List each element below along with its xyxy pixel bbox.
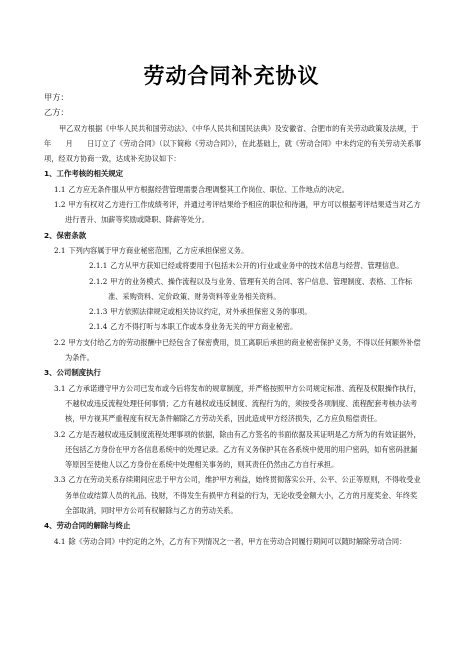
document-title: 劳动合同补充协议 — [143, 64, 320, 88]
clause-item — [44, 472, 424, 518]
clause-text: 除《劳动合同》中约定的之外，乙方有下列情况之一者，甲方在劳动合同履行期间可以随时解除劳动合同： — [68, 536, 407, 546]
party-a-line: 甲方： — [44, 92, 69, 102]
clause-text: 甲方支付给乙方的劳动报酬中已经包含了保密费用，员工离职后承担的商业秘密保护义务，不得以任何额外补偿为条件。 — [65, 337, 421, 363]
clause-number: 2.1 — [54, 245, 66, 255]
clause-text: 甲方依照法律规定或相关协议约定，对外承担保密义务的事项。 — [110, 307, 312, 317]
clause-number: 3.2 — [54, 429, 66, 439]
clause-number: 2.1.2 — [89, 276, 108, 286]
intro-paragraph: 甲乙双方根据《中华人民共和国劳动法》、《中华人民共和国民法典》及安徽省、合肥市的有关劳动政策及法规，于 年 月 日订立了《劳动合同》（以下简称《劳动合同》），在此基础上，就《劳动合同》中未约定的有关劳动关系事项，经双方协商一致，达成补充协议如下： — [44, 123, 433, 164]
clause-item — [44, 243, 424, 258]
clause-number: 2.2 — [54, 337, 66, 347]
clause-text: 甲方的业务模式、操作流程以及与业务、管理有关的合同、客户信息、管理制度、表格、工作标准、采购资料、定价政策、财务资料等业务相关资料。 — [108, 276, 413, 301]
clause-text: 乙方应无条件服从甲方根据经营管理需要合理调整其工作岗位、职位、工作地点的决定。 — [68, 184, 349, 194]
clause-item — [44, 182, 424, 197]
clause-number: 4.1 — [54, 536, 66, 546]
clause-text: 甲方有权对乙方进行工作成绩考评，并通过考评结果给予相应的职位和待遇，甲方可以根据考评结果适当对乙方进行晋升、加薪等奖励或降职、降薪等处分。 — [65, 200, 421, 225]
section-heading: 3、公司制度执行 — [44, 368, 101, 378]
clause-item — [44, 319, 424, 334]
clause-text: 乙方是否越权或违反制度流程处理事项的依据，除由有乙方签名的书面依据及其证明是乙方所为的有效证据外，还包括乙方身份在甲方各信息系统中的处理记录。乙方有义务保护其在各系统中使用的用户密码，如有密码泄漏等原因至使他人以乙方身份在系统中处理相关事务的，则其责任仍然由乙方自行承担。 — [65, 429, 421, 470]
clause-text: 乙方承诺遵守甲方公司已发布或今后将发布的规章制度，并严格按照甲方公司规定标准、流程及权限操作执行，不越权或违反流程处理任何事情；乙方有越权或违反制度、流程行为的，须按受各项制度、流程配套考核办法考核，甲方视其严重程度有权无条件解除乙方劳动关系，因此造成甲方经济损失，乙方应负赔偿责任。 — [65, 383, 421, 424]
clause-item — [44, 335, 424, 366]
clause-item — [44, 197, 424, 228]
clause-number: 2.1.1 — [89, 261, 108, 271]
clause-number: 2.1.3 — [89, 307, 108, 317]
clause-item — [44, 304, 424, 319]
sections-container — [44, 166, 424, 548]
clause-text: 乙方在劳动关系存续期间应忠于甲方公司，维护甲方利益，始终贯彻落实公开、公平、公正等原则，不得收受业务单位或结算人员的礼品、钱财，不得发生有损甲方利益的行为，无论收受金额大小，乙方的月度奖金、年终奖全部取消，同时甲方公司有权解除与乙方的劳动关系。 — [65, 475, 421, 516]
clause-item — [44, 381, 424, 427]
clause-item — [44, 427, 424, 473]
clause-number: 1.1 — [54, 184, 66, 194]
section-heading: 4、劳动合同的解除与终止 — [44, 521, 131, 531]
clause-number: 3.1 — [54, 383, 66, 393]
clause-number: 2.1.4 — [89, 322, 108, 332]
party-b-line: 乙方： — [44, 107, 69, 118]
clause-text: 乙方不得打听与本职工作或本身业务无关的甲方商业秘密。 — [110, 322, 298, 332]
section-heading: 2、保密条款 — [44, 230, 87, 240]
clause-item — [44, 258, 424, 273]
clause-number: 3.3 — [54, 475, 66, 485]
document-body — [44, 90, 433, 549]
section-heading: 1、工作考核的相关规定 — [44, 169, 124, 179]
clause-text: 下列内容属于甲方商业秘密范围，乙方应承担保密义务。 — [68, 245, 249, 255]
clause-item — [44, 534, 424, 549]
clause-text: 乙方从甲方获知已经或将要用于(包括未公开的)行业或业务中的技术信息与经营、管理信息。 — [110, 261, 404, 271]
clause-item — [44, 274, 424, 305]
clause-number: 1.2 — [54, 200, 66, 210]
